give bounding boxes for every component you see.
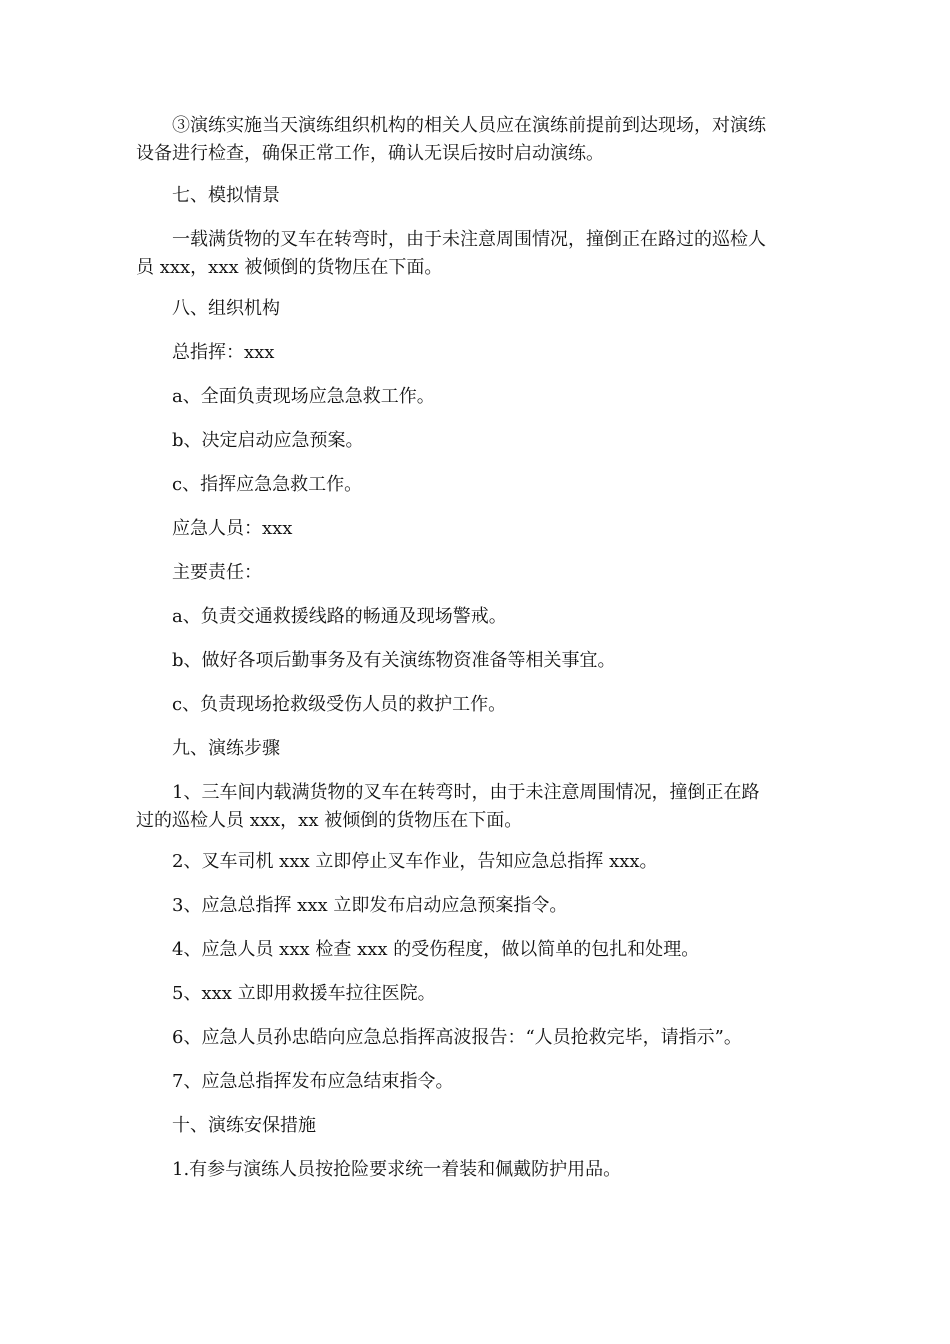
step-line: 3、应急总指挥 xxx 立即发布启动应急预案指令。 [136, 895, 568, 916]
paragraph-line: ③演练实施当天演练组织机构的相关人员应在演练前提前到达现场，对演练 [136, 115, 766, 136]
list-item-text: b、做好各项后勤事务及有关演练物资准备等相关事宜。 [136, 650, 616, 671]
step-line: 过的巡检人员 xxx，xx 被倾倒的货物压在下面。 [136, 810, 523, 831]
step-line: 7、应急总指挥发布应急结束指令。 [136, 1071, 454, 1092]
list-item [136, 383, 826, 411]
section-heading-safety-measures [136, 1112, 826, 1140]
step-line: 6、应急人员孙忠皓向应急总指挥高波报告：“人员抢救完毕，请指示”。 [136, 1027, 742, 1048]
paragraph-safety-measure [136, 1156, 826, 1184]
list-item [136, 427, 826, 455]
step-item [136, 892, 826, 920]
step-item [136, 779, 826, 835]
paragraph-emergency-staff [136, 515, 826, 543]
paragraph-line: 主要责任： [136, 562, 262, 583]
list-item [136, 691, 826, 719]
section-heading-scenario [136, 182, 826, 210]
list-item-text: a、全面负责现场应急急救工作。 [136, 386, 435, 407]
step-item [136, 1068, 826, 1096]
step-item [136, 1024, 826, 1052]
heading-text: 九、演练步骤 [136, 738, 280, 759]
step-line: 1、三车间内载满货物的叉车在转弯时，由于未注意周围情况，撞倒正在路 [136, 782, 760, 803]
heading-text: 八、组织机构 [136, 298, 280, 319]
paragraph-commander [136, 339, 826, 367]
heading-text: 十、演练安保措施 [136, 1115, 316, 1136]
step-line: 5、xxx 立即用救援车拉往医院。 [136, 983, 436, 1004]
paragraph-line: 设备进行检查，确保正常工作，确认无误后按时启动演练。 [136, 143, 604, 164]
step-item [136, 980, 826, 1008]
paragraph-main-duties [136, 559, 826, 587]
paragraph-drill-preparation [136, 112, 826, 168]
paragraph-scenario [136, 226, 826, 282]
section-heading-organization [136, 295, 826, 323]
paragraph-line: 总指挥：xxx [136, 342, 275, 363]
list-item-text: a、负责交通救援线路的畅通及现场警戒。 [136, 606, 507, 627]
list-item [136, 603, 826, 631]
list-item-text: c、负责现场抢救级受伤人员的救护工作。 [136, 694, 507, 715]
paragraph-line: 员 xxx，xxx 被倾倒的货物压在下面。 [136, 257, 443, 278]
heading-text: 七、模拟情景 [136, 185, 280, 206]
list-item [136, 471, 826, 499]
step-line: 2、叉车司机 xxx 立即停止叉车作业，告知应急总指挥 xxx。 [136, 851, 658, 872]
step-item [136, 936, 826, 964]
paragraph-line: 应急人员：xxx [136, 518, 293, 539]
paragraph-line: 一载满货物的叉车在转弯时，由于未注意周围情况，撞倒正在路过的巡检人 [136, 229, 766, 250]
list-item [136, 647, 826, 675]
section-heading-drill-steps [136, 735, 826, 763]
list-item-text: b、决定启动应急预案。 [136, 430, 364, 451]
list-item-text: c、指挥应急急救工作。 [136, 474, 363, 495]
paragraph-line: 1.有参与演练人员按抢险要求统一着装和佩戴防护用品。 [136, 1159, 622, 1180]
step-item [136, 848, 826, 876]
step-line: 4、应急人员 xxx 检查 xxx 的受伤程度，做以简单的包扎和处理。 [136, 939, 700, 960]
